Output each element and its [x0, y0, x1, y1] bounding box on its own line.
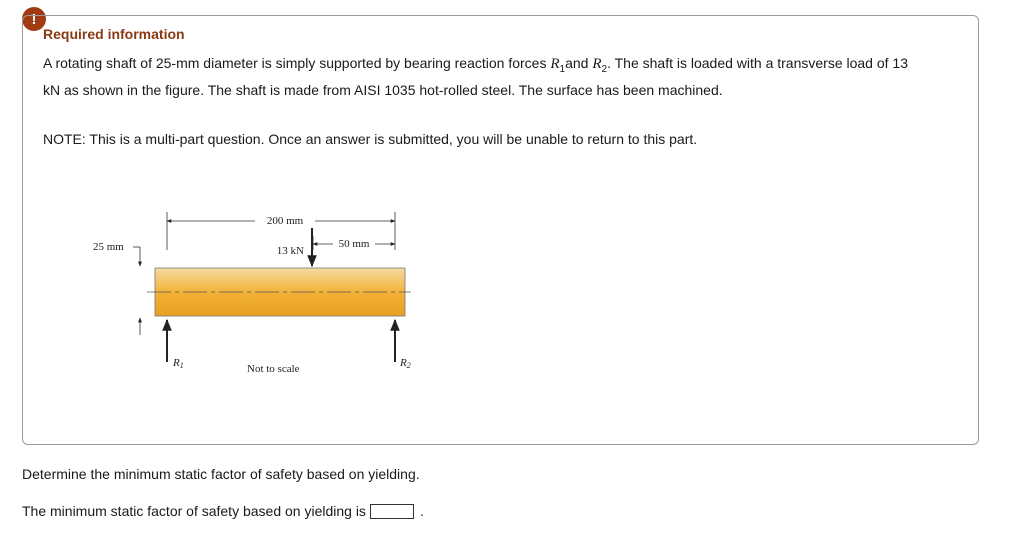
question-text: Determine the minimum static factor of safety based on yielding. [22, 466, 420, 482]
shaft-figure [65, 190, 425, 390]
r2-label: R2 [400, 357, 411, 370]
answer-suffix: . [419, 503, 424, 519]
problem-statement: A rotating shaft of 25-mm diameter is simply supported by bearing reaction forces $R_1and$ $R_2$. The shaft is loaded with a transverse load of 13 kN as shown in the figure. The shaft is made from AISI 1035 hot-rolled steel. The surface has been machined. [43, 55, 908, 98]
factor-of-safety-input[interactable] [370, 504, 414, 519]
alert-icon: ! [22, 7, 46, 31]
load-label: 13 kN [276, 245, 304, 257]
offset-label: 50 mm [338, 238, 370, 250]
answer-prompt: The minimum static factor of safety based on yielding is [22, 503, 366, 519]
multi-part-note: NOTE: This is a multi-part question. Once an answer is submitted, you will be unable to return to this part. [43, 131, 698, 147]
r1-label: R1 [173, 357, 184, 370]
scale-note: Not to scale [247, 363, 300, 375]
required-information-title: Required information [43, 26, 185, 42]
span-label: 200 mm [266, 215, 304, 227]
diameter-label: 25 mm [93, 241, 124, 253]
answer-row [22, 503, 424, 519]
